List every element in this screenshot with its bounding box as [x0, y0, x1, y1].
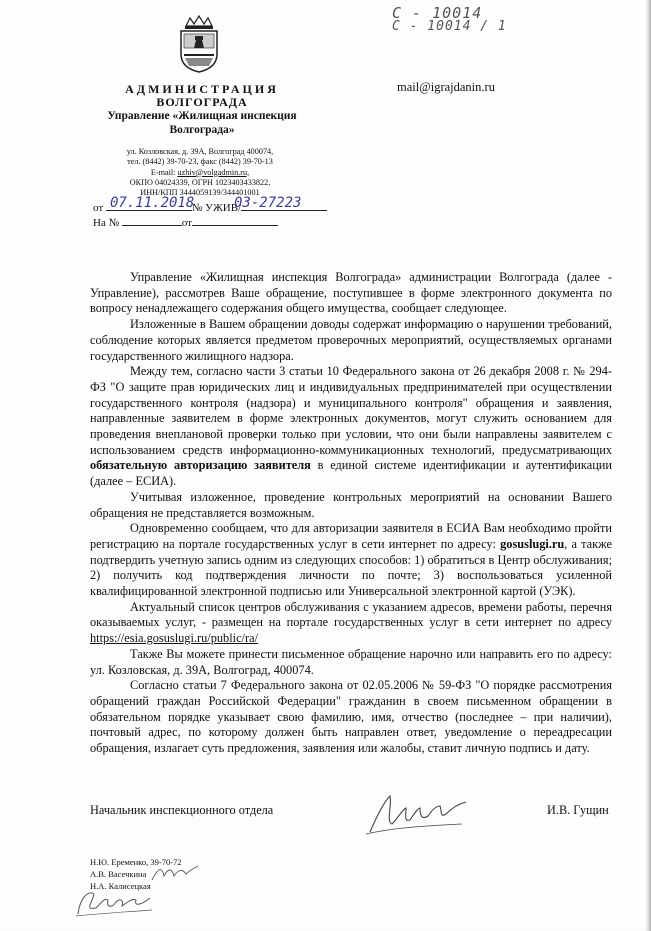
- handwritten-number: 03-27223: [234, 195, 302, 211]
- executor-signature: [74, 884, 154, 920]
- signatory-title: Начальник инспекционного отдела: [90, 803, 274, 817]
- incoming-number-label: На №: [93, 217, 120, 229]
- paragraph-text: , а также подтвердить учетную запись одним из следующих способов: 1) обратиться в Центр обслуживания; 2) получить код подтверждения личности по почте; 3) воспользоваться усиленной квалифицированной электронной подписью или Универсальной электронной картой (УЭК).: [90, 536, 612, 599]
- handwritten-date: 07.11.2018: [110, 195, 195, 211]
- incoming-reference: [93, 215, 278, 229]
- outgoing-from-label: от: [93, 202, 104, 214]
- paragraph: [90, 364, 612, 490]
- paragraph: Также Вы можете принести письменное обращение нарочно или направить его по адресу: ул. Козловская, д. 39А, Волгоград, 400074.: [90, 646, 612, 677]
- incoming-from-label: от: [181, 217, 192, 229]
- paragraph: Управление «Жилищная инспекция Волгограда» администрации Волгограда (далее - Управление), рассмотрев Ваше обращение, поступившее в форме электронного документа по вопросу ненадлежащего содержания общего имущества, сообщает следующее.: [90, 270, 612, 316]
- gosuslugi-site: gosuslugi.ru: [500, 536, 565, 551]
- phone-line: тел. (8442) 39-70-23, факс (8442) 39-70-13: [127, 157, 273, 167]
- org-address-block: [80, 147, 320, 198]
- outgoing-number-prefix: № УЖИВ/: [191, 202, 242, 214]
- signatory-name: И.В. Гущин: [547, 803, 609, 817]
- esia-link[interactable]: https://esia.gosuslugi.ru/public/ra/: [90, 631, 258, 646]
- paragraph: Согласно статьи 7 Федерального закона от 02.05.2006 № 59-ФЗ "О порядке рассмотрения обращений граждан Российской Федерации" гражданин в своем письменном обращении в обязательном порядке указывает свою фамилию, имя, отчество (последнее – при наличии), почтовый адрес, по которому должен быть направлен ответ, уведомление о переадресации обращения, излагает суть предложения, заявления или жалобы, ставит личную подпись и дату.: [90, 678, 612, 756]
- paragraph-text: Между тем, согласно части 3 статьи 10 Федерального закона от 26 декабря 2008 г. № 294-ФЗ "О защите прав юридических лиц и индивидуальных предпринимателей при осуществлении государственного контроля (надзора) и муниципального контроля" обращения и заявления, направленные заявителем в форме электронных документов, могут служить основанием для проведения внеплановой проверки только при условии, что они были направлены заявителем с использованием средств информационно-коммуникационных технологий, предусматривающих: [90, 364, 612, 457]
- email-link[interactable]: uzhiv@volgadmin.ru,: [177, 167, 250, 177]
- inn-line: ИНН/КПП 3444059139/344401001: [140, 188, 260, 198]
- executor-line: Н.А. Калисецкая: [90, 881, 151, 891]
- paragraph: [90, 600, 612, 647]
- org-city: ВОЛГОГРАДА: [156, 95, 248, 109]
- executor-line: Н.Ю. Еременко, 39-70-72: [90, 857, 182, 867]
- address-line: ул. Козловская, д. 39А, Волгоград 400074,: [126, 147, 274, 156]
- letter-body: [90, 270, 612, 757]
- org-department-cont: Волгограда»: [169, 124, 235, 136]
- paragraph: Учитывая изложенное, проведение контрольных мероприятий на основании Вашего обращения не представляется возможным.: [90, 489, 612, 520]
- paragraph: Изложенные в Вашем обращении доводы содержат информацию о нарушении требований, соблюдение которых является предметом проверочных мероприятий, осуществляемых органами государственного жилищного надзора.: [90, 317, 612, 363]
- registration-stamp: С - 10014: [392, 4, 483, 22]
- okpo-line: ОКПО 04024339, ОГРН 1023403433822,: [129, 177, 271, 187]
- bold-phrase: обязательную авторизацию заявителя: [90, 458, 311, 473]
- paragraph-text: Одновременно сообщаем, что для авторизации заявителя в ЕСИА Вам необходимо пройти регистрацию на портале государственных услуг в сети интернет по адресу:: [90, 521, 612, 551]
- incoming-date-line: [192, 215, 278, 226]
- coat-of-arms-icon: [176, 14, 222, 74]
- paragraph: [90, 521, 612, 600]
- recipient-email: mail@igrajdanin.ru: [397, 80, 495, 94]
- email-label: E-mail:: [150, 167, 178, 177]
- email-line: [80, 168, 320, 178]
- org-department: Управление «Жилищная инспекция: [107, 110, 297, 122]
- paragraph-text: в единой системе идентификации и аутентификации (далее – ЕСИА).: [90, 458, 613, 489]
- org-name: АДМИНИСТРАЦИЯ: [125, 82, 279, 96]
- handwritten-signature: [362, 788, 472, 838]
- executor-line: А.В. Васечкина: [90, 869, 147, 879]
- registration-stamp-secondary: С - 10014 / 1: [392, 19, 507, 34]
- incoming-number-line: [122, 215, 182, 226]
- executor-signature: [150, 862, 200, 884]
- paragraph-text: Актуальный список центров обслуживания с указанием адресов, времени работы, перечня оказываемых услуг, - размещен на портале государственных услуг в сети интернет по адресу: [90, 599, 612, 630]
